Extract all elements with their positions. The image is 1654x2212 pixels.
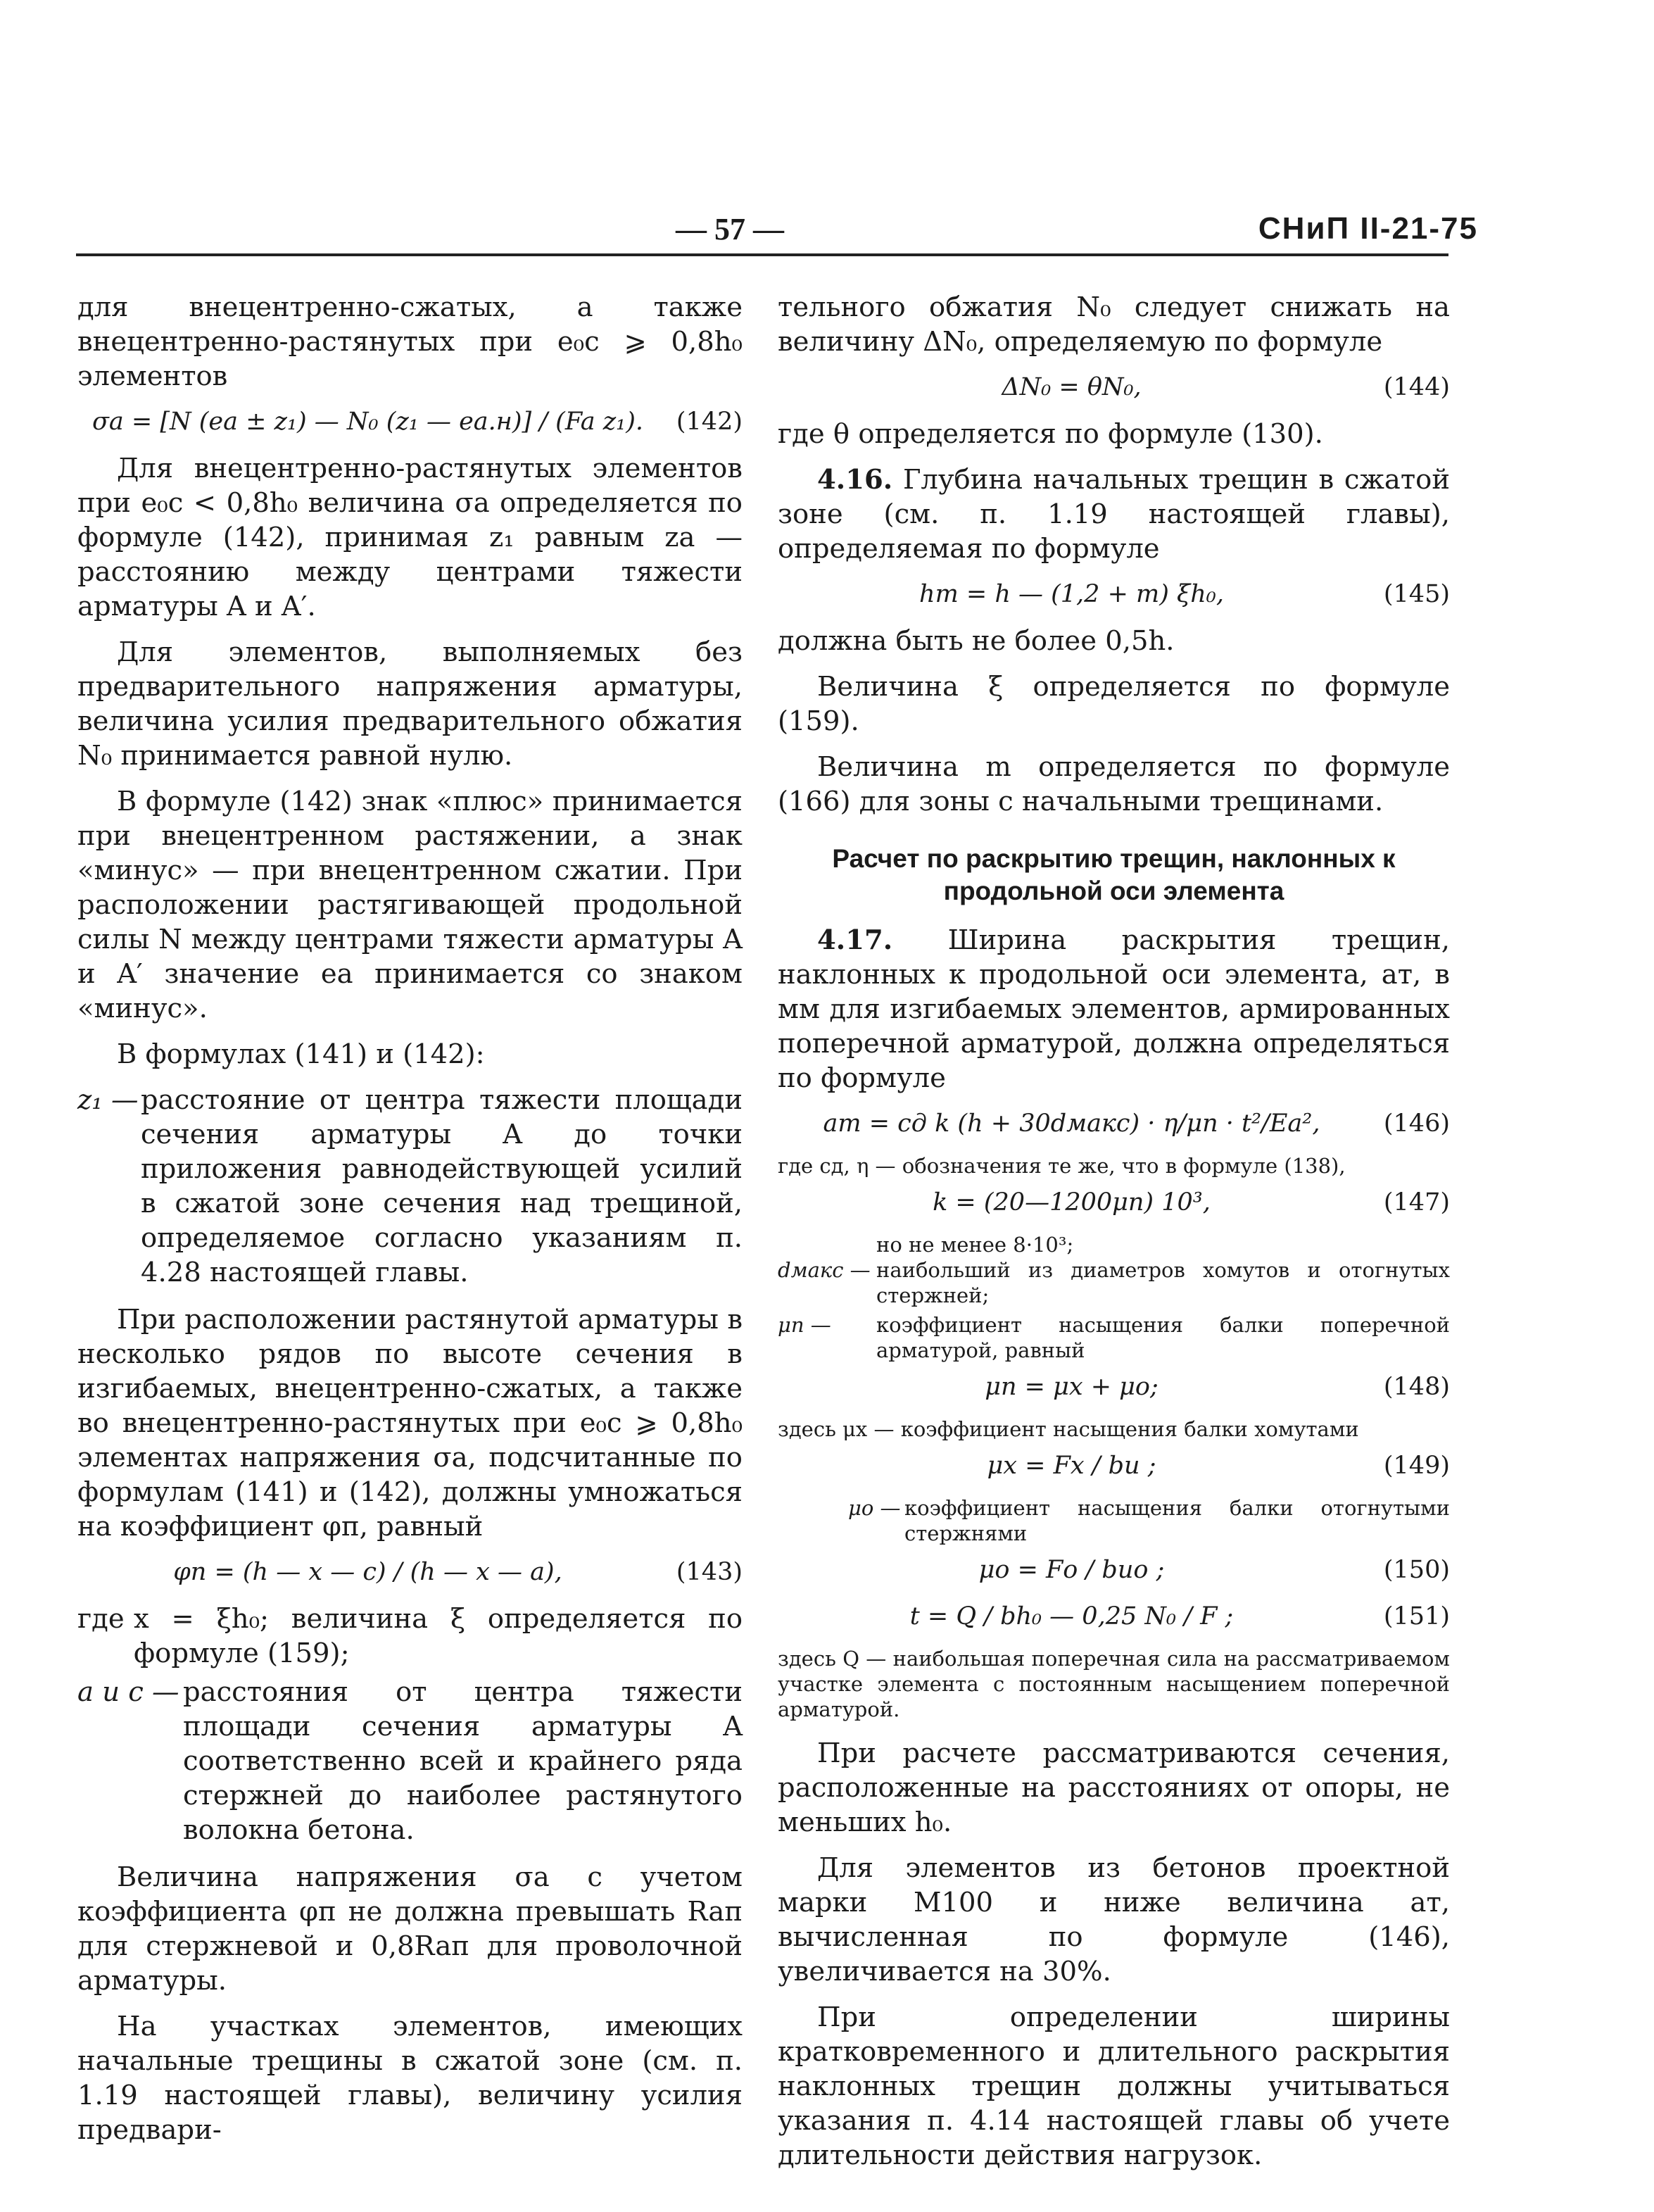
document-code: СНиП II-21-75	[1258, 211, 1478, 246]
formula-expression: μп = μх + μо;	[985, 1373, 1159, 1401]
paragraph: для внецентренно-сжатых, а также внецентренно-растянутых при e₀c ⩾ 0,8h₀ элементов	[77, 291, 743, 392]
formula-149	[778, 1449, 1450, 1483]
definition-item	[77, 1675, 743, 1847]
formula-number: (142)	[676, 408, 743, 436]
definition-symbol: μо —	[848, 1496, 901, 1520]
paragraph: При расположении растянутой арматуры в несколько рядов по высоте сечения в изгибаемых, внецентренно-сжатых, а также во внецентренно-растянутых при e₀c ⩾ 0,8h₀ элементах напряжения σa, подсчитанные по формулам (141) и (142), должны умножаться на коэффициент φп, равный	[77, 1304, 743, 1542]
formula-146	[778, 1107, 1450, 1140]
definition-item	[77, 1602, 743, 1671]
definition-symbol: μп —	[778, 1313, 831, 1337]
definition-list	[77, 1083, 743, 1290]
paragraph: Величина ξ определяется по формуле (159).	[778, 671, 1450, 737]
definition-text: x = ξh₀; величина ξ определяется по формуле (159);	[134, 1603, 743, 1669]
explanation-line: здесь Q — наибольшая поперечная сила на рассматриваемом участке элемента с постоянным насыщением поперечной арматурой.	[778, 1647, 1450, 1721]
formula-expression: σa = [N (ea ± z₁) — N₀ (z₁ — ea.н)] / (Fa z₁).	[91, 408, 643, 436]
left-column	[77, 290, 743, 2158]
clause-text: Глубина начальных трещин в сжатой зоне (см. п. 1.19 настоящей главы), определяемая по формуле	[778, 464, 1450, 565]
right-column	[778, 290, 1450, 2184]
formula-expression: μо = Fо / buо ;	[978, 1556, 1165, 1584]
formula-number: (149)	[1383, 1452, 1450, 1480]
formula-expression: φп = (h — x — c) / (h — x — a),	[173, 1558, 562, 1586]
paragraph: При определении ширины кратковременного и длительного раскрытия наклонных трещин должны учитываться указания п. 4.14 настоящей главы об учете длительности действия нагрузок.	[778, 2002, 1450, 2171]
paragraph: тельного обжатия N₀ следует снижать на величину ΔN₀, определяемую по формуле	[778, 291, 1450, 358]
paragraph: Величина m определяется по формуле (166) для зоны с начальными трещинами.	[778, 751, 1450, 817]
definition-symbol: z₁ —	[77, 1084, 139, 1116]
paragraph	[778, 463, 1450, 566]
definition-list	[77, 1602, 743, 1847]
explanation-line: где cд, η — обозначения те же, что в формуле (138),	[778, 1154, 1346, 1178]
paragraph: На участках элементов, имеющих начальные трещины в сжатой зоне (см. п. 1.19 настоящей главы), величину усилия предвари-	[77, 2011, 743, 2146]
formula-expression: aт = cд k (h + 30dмакс) · η/μп · t²/Eа²,	[823, 1110, 1320, 1138]
formula-number: (143)	[676, 1558, 743, 1586]
paragraph: где θ определяется по формуле (130).	[778, 418, 1323, 450]
paragraph: Для элементов, выполняемых без предварительного напряжения арматуры, величина усилия предварительного обжатия N₀ принимается равной нулю.	[77, 636, 743, 772]
definition-item	[77, 1083, 743, 1290]
formula-148	[778, 1370, 1450, 1404]
definition-symbol: dмакс —	[778, 1258, 871, 1282]
formula-number: (148)	[1383, 1373, 1450, 1401]
definition-symbol: где	[77, 1603, 125, 1635]
header-rule	[76, 253, 1448, 256]
formula-expression: ΔN₀ = θN₀,	[1002, 373, 1142, 401]
clause-text: Ширина раскрытия трещин, наклонных к продольной оси элемента, aт, в мм для изгибаемых элементов, армированных поперечной арматурой, должна определяться по формуле	[778, 924, 1450, 1094]
formula-151	[778, 1600, 1450, 1633]
explanation-line: здесь μх — коэффициент насыщения балки хомутами	[778, 1417, 1359, 1441]
explanation-block	[778, 1153, 1450, 1722]
explanation-line: но не менее 8·10³;	[876, 1233, 1074, 1257]
definition-item	[778, 1312, 1450, 1363]
formula-expression: t = Q / bh₀ — 0,25 N₀ / F ;	[909, 1602, 1234, 1630]
paragraph	[778, 923, 1450, 1095]
paragraph: Величина напряжения σa с учетом коэффициента φп не должна превышать Raп для стержневой и 0,8Raп для проволочной арматуры.	[77, 1861, 743, 1997]
paragraph: должна быть не более 0,5h.	[778, 625, 1175, 657]
formula-expression: k = (20—1200μп) 10³,	[933, 1188, 1211, 1217]
formula-number: (151)	[1383, 1602, 1450, 1630]
definition-text: наибольший из диаметров хомутов и отогнутых стержней;	[876, 1258, 1450, 1307]
paragraph: В формуле (142) знак «плюс» принимается при внецентренном растяжении, а знак «минус» — при внецентренном сжатии. При расположении растягивающей продольной силы N между центрами тяжести арматуры A и A′ значение ea принимается со знаком «минус».	[77, 786, 743, 1024]
clause-number: 4.16.	[817, 464, 893, 496]
formula-number: (150)	[1383, 1556, 1450, 1584]
formula-number: (146)	[1383, 1110, 1450, 1138]
formula-145	[778, 577, 1450, 611]
definition-text: расстояния от центра тяжести площади сечения арматуры A соответственно всей и крайнего ряда стержней до наиболее растянутого волокна бетона.	[183, 1676, 743, 1846]
formula-number: (145)	[1383, 580, 1450, 608]
formula-expression: hт = h — (1,2 + m) ξh₀,	[919, 580, 1224, 608]
formula-150	[778, 1553, 1450, 1587]
formula-147	[778, 1186, 1450, 1219]
definition-text: коэффициент насыщения балки отогнутыми стержнями	[904, 1496, 1450, 1545]
section-heading: Расчет по раскрытию трещин, наклонных к продольной оси элемента	[832, 844, 1396, 905]
paragraph: В формулах (141) и (142):	[117, 1038, 485, 1070]
formula-142	[77, 405, 743, 439]
paragraph: При расчете рассматриваются сечения, расположенные на расстояниях от опоры, не меньших h₀.	[778, 1737, 1450, 1838]
definition-text: коэффициент насыщения балки поперечной арматурой, равный	[876, 1313, 1450, 1362]
paragraph: Для элементов из бетонов проектной марки М100 и ниже величина aт, вычисленная по формуле (146), увеличивается на 30%.	[778, 1852, 1450, 1987]
definition-symbol: a и c —	[77, 1676, 179, 1708]
formula-number: (144)	[1383, 373, 1450, 401]
page-number: — 57 —	[676, 212, 784, 246]
definition-item	[778, 1257, 1450, 1308]
paragraph: Для внецентренно-растянутых элементов при e₀c < 0,8h₀ величина σa определяется по формуле (142), принимая z₁ равным za — расстоянию между центрами тяжести арматуры A и A′.	[77, 453, 743, 622]
formula-number: (147)	[1383, 1188, 1450, 1217]
formula-143	[77, 1555, 743, 1589]
definition-text: расстояние от центра тяжести площади сечения арматуры A до точки приложения равнодействующей усилий в сжатой зоне сечения над трещиной, определяемое согласно указаниям п. 4.28 настоящей главы.	[141, 1084, 743, 1288]
formula-expression: μх = Fх / bu ;	[987, 1452, 1156, 1480]
definition-item	[778, 1495, 1450, 1546]
clause-number: 4.17.	[817, 924, 893, 956]
formula-144	[778, 370, 1450, 404]
